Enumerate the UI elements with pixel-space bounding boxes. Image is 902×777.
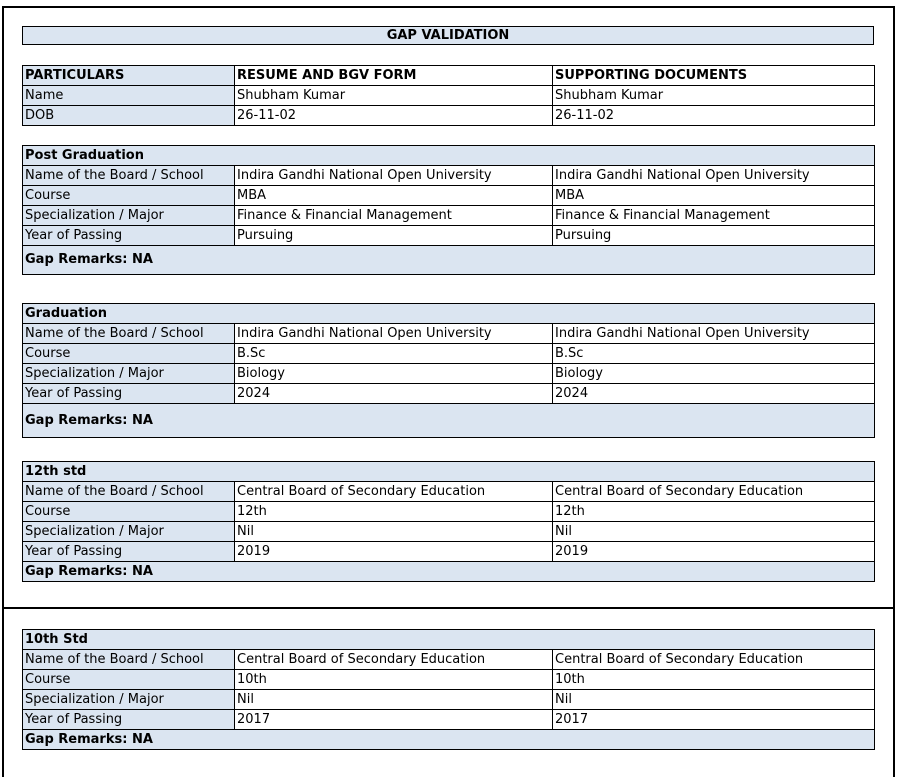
resume-value: Finance & Financial Management xyxy=(235,206,553,226)
table-row xyxy=(23,324,875,344)
row-label: Specialization / Major xyxy=(23,206,235,226)
supporting-value: Indira Gandhi National Open University xyxy=(553,166,875,186)
resume-value: Central Board of Secondary Education xyxy=(235,650,553,670)
table-row xyxy=(23,186,875,206)
supporting-value: Nil xyxy=(553,522,875,542)
10th-std-table xyxy=(22,629,875,750)
table-row xyxy=(23,344,875,364)
row-label: Specialization / Major xyxy=(23,690,235,710)
resume-value: 26-11-02 xyxy=(235,106,553,126)
supporting-value: Finance & Financial Management xyxy=(553,206,875,226)
resume-value: 10th xyxy=(235,670,553,690)
table-row xyxy=(23,206,875,226)
gap-remarks: Gap Remarks: NA xyxy=(23,246,875,275)
section-heading: 12th std xyxy=(23,462,875,482)
resume-header: RESUME AND BGV FORM xyxy=(235,66,553,86)
table-row xyxy=(23,86,875,106)
resume-value: Shubham Kumar xyxy=(235,86,553,106)
resume-value: Nil xyxy=(235,690,553,710)
table-row xyxy=(23,482,875,502)
supporting-value: 12th xyxy=(553,502,875,522)
gap-remarks: Gap Remarks: NA xyxy=(23,562,875,582)
table-row xyxy=(23,166,875,186)
resume-value: MBA xyxy=(235,186,553,206)
row-label: Course xyxy=(23,344,235,364)
row-label: Course xyxy=(23,502,235,522)
section-heading: Graduation xyxy=(23,304,875,324)
table-row xyxy=(23,106,875,126)
table-row xyxy=(23,710,875,730)
supporting-value: B.Sc xyxy=(553,344,875,364)
table-row xyxy=(23,542,875,562)
supporting-value: Pursuing xyxy=(553,226,875,246)
basic-info-table xyxy=(22,65,875,126)
table-row xyxy=(23,522,875,542)
row-label: Specialization / Major xyxy=(23,364,235,384)
gap-remarks: Gap Remarks: NA xyxy=(23,730,875,750)
supporting-value: 2017 xyxy=(553,710,875,730)
section-heading: 10th Std xyxy=(23,630,875,650)
section-heading: Post Graduation xyxy=(23,146,875,166)
supporting-value: Indira Gandhi National Open University xyxy=(553,324,875,344)
row-label: Year of Passing xyxy=(23,226,235,246)
table-row xyxy=(23,502,875,522)
supporting-value: Biology xyxy=(553,364,875,384)
row-label: Name of the Board / School xyxy=(23,166,235,186)
page-title: GAP VALIDATION xyxy=(22,26,874,45)
row-label: Name of the Board / School xyxy=(23,324,235,344)
row-label: Specialization / Major xyxy=(23,522,235,542)
supporting-value: 2019 xyxy=(553,542,875,562)
row-label: Name of the Board / School xyxy=(23,650,235,670)
table-row xyxy=(23,226,875,246)
gap-remarks: Gap Remarks: NA xyxy=(23,404,875,438)
row-label: Year of Passing xyxy=(23,384,235,404)
table-row xyxy=(23,670,875,690)
row-label: Course xyxy=(23,186,235,206)
row-label: Course xyxy=(23,670,235,690)
table-row xyxy=(23,364,875,384)
supporting-value: 26-11-02 xyxy=(553,106,875,126)
resume-value: Indira Gandhi National Open University xyxy=(235,324,553,344)
resume-value: 12th xyxy=(235,502,553,522)
supporting-value: Shubham Kumar xyxy=(553,86,875,106)
header-row xyxy=(23,66,875,86)
row-label: Year of Passing xyxy=(23,542,235,562)
resume-value: B.Sc xyxy=(235,344,553,364)
resume-value: Indira Gandhi National Open University xyxy=(235,166,553,186)
post-graduation-table xyxy=(22,145,875,275)
supporting-value: 10th xyxy=(553,670,875,690)
resume-value: Pursuing xyxy=(235,226,553,246)
row-label: Name of the Board / School xyxy=(23,482,235,502)
supporting-value: Central Board of Secondary Education xyxy=(553,650,875,670)
table-row xyxy=(23,690,875,710)
supporting-value: 2024 xyxy=(553,384,875,404)
resume-value: Biology xyxy=(235,364,553,384)
resume-value: 2017 xyxy=(235,710,553,730)
supporting-header: SUPPORTING DOCUMENTS xyxy=(553,66,875,86)
particulars-header: PARTICULARS xyxy=(23,66,235,86)
row-label: Year of Passing xyxy=(23,710,235,730)
resume-value: Central Board of Secondary Education xyxy=(235,482,553,502)
supporting-value: Central Board of Secondary Education xyxy=(553,482,875,502)
table-row xyxy=(23,384,875,404)
supporting-value: Nil xyxy=(553,690,875,710)
resume-value: 2024 xyxy=(235,384,553,404)
resume-value: 2019 xyxy=(235,542,553,562)
row-label: DOB xyxy=(23,106,235,126)
supporting-value: MBA xyxy=(553,186,875,206)
graduation-table xyxy=(22,303,875,438)
table-row xyxy=(23,650,875,670)
12th-std-table xyxy=(22,461,875,582)
row-label: Name xyxy=(23,86,235,106)
resume-value: Nil xyxy=(235,522,553,542)
